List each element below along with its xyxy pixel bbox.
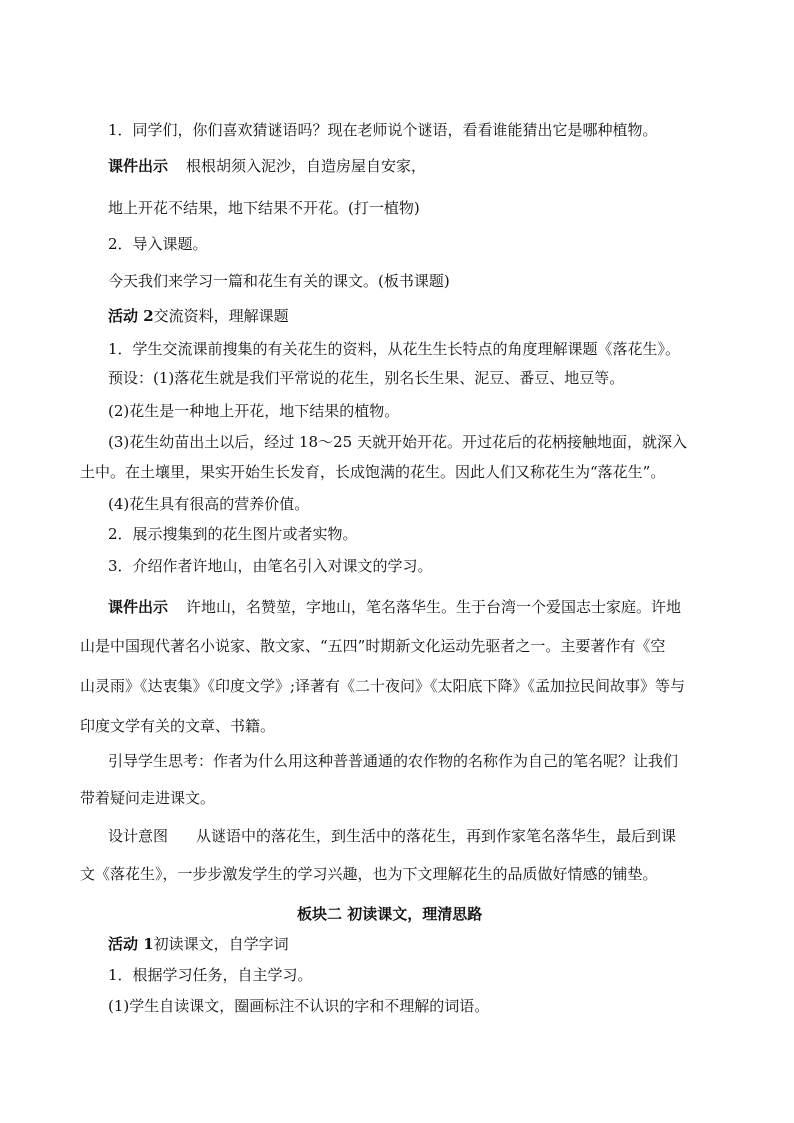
- line-8: 预设：(1)落花生就是我们平常说的花生，别名长生果、泥豆、番豆、地豆等。: [108, 369, 625, 387]
- line-3: 地上开花不结果，地下结果不开花。(打一植物): [108, 199, 420, 217]
- line-16: 山是中国现代著名小说家、散文家、“五四”时期新文化运动先驱者之一。主要著作有《空: [80, 637, 666, 655]
- line-20: 带着疑问走进课文。: [80, 789, 216, 807]
- activity-label: 活动 1: [108, 935, 154, 953]
- line-9: (2)花生是一种地上开花，地下结果的植物。: [108, 402, 400, 420]
- line-22: 文《落花生》，一步步激发学生的学习兴趣，也为下文理解花生的品质做好情感的铺垫。: [80, 865, 658, 883]
- line-18: 印度文学有关的文章、书籍。: [80, 717, 276, 735]
- activity-title: 初读课文，自学字词: [153, 935, 289, 953]
- activity-label: 活动 2: [108, 307, 154, 325]
- line-2: [108, 156, 426, 176]
- line-15: [108, 597, 681, 617]
- line-17: 山灵雨》《达衷集》《印度文学》;译著有《二十夜问》《太阳底下降》《孟加拉民间故事》等与: [80, 677, 686, 695]
- line-11: 土中。在土壤里，果实开始生长发育，长成饱满的花生。因此人们又称花生为“落花生”。: [80, 463, 666, 481]
- line-26: (1)学生自读课文，圈画标注不认识的字和不理解的词语。: [108, 997, 490, 1015]
- riddle-line-1: 根根胡须入泥沙，自造房屋自安家，: [186, 157, 427, 175]
- line-19: 引导学生思考：作者为什么用这种普普通通的农作物的名称作为自己的笔名呢？让我们: [108, 752, 679, 770]
- line-1: 1．同学们，你们喜欢猜谜语吗？现在老师说个谜语，看看谁能猜出它是哪种植物。: [108, 121, 658, 139]
- line-21: [108, 826, 676, 846]
- line-4: 2．导入课题。: [108, 235, 208, 253]
- courseware-label: 课件出示: [108, 598, 169, 616]
- author-intro: 许地山，名赞堃，字地山，笔名落华生。生于台湾一个爱国志士家庭。许地: [186, 598, 682, 616]
- courseware-label: 课件出示: [108, 157, 169, 175]
- design-intent-text: 从谜语中的落花生，到生活中的落花生，再到作家笔名落华生，最后到课: [196, 827, 677, 845]
- line-7: 1．学生交流课前搜集的有关花生的资料，从花生生长特点的角度理解课题《落花生》。: [108, 340, 681, 358]
- line-25: 1．根据学习任务，自主学习。: [108, 966, 313, 984]
- line-13: 2．展示搜集到的花生图片或者实物。: [108, 525, 358, 543]
- activity-title: 交流资料，理解课题: [153, 307, 289, 325]
- line-10: (3)花生幼苗出土以后，经过 18～25 天就开始开花。开过花后的花柄接触地面，就深入: [108, 433, 687, 451]
- line-6: [108, 306, 289, 326]
- line-24: [108, 934, 289, 954]
- section-heading: 板块二 初读课文，理清思路: [297, 905, 483, 923]
- design-intent-label: 设计意图: [108, 827, 169, 845]
- line-12: (4)花生具有很高的营养价值。: [108, 495, 310, 513]
- line-14: 3．介绍作者许地山，由笔名引入对课文的学习。: [108, 557, 433, 575]
- line-5: 今天我们来学习一篇和花生有关的课文。(板书课题): [108, 272, 450, 290]
